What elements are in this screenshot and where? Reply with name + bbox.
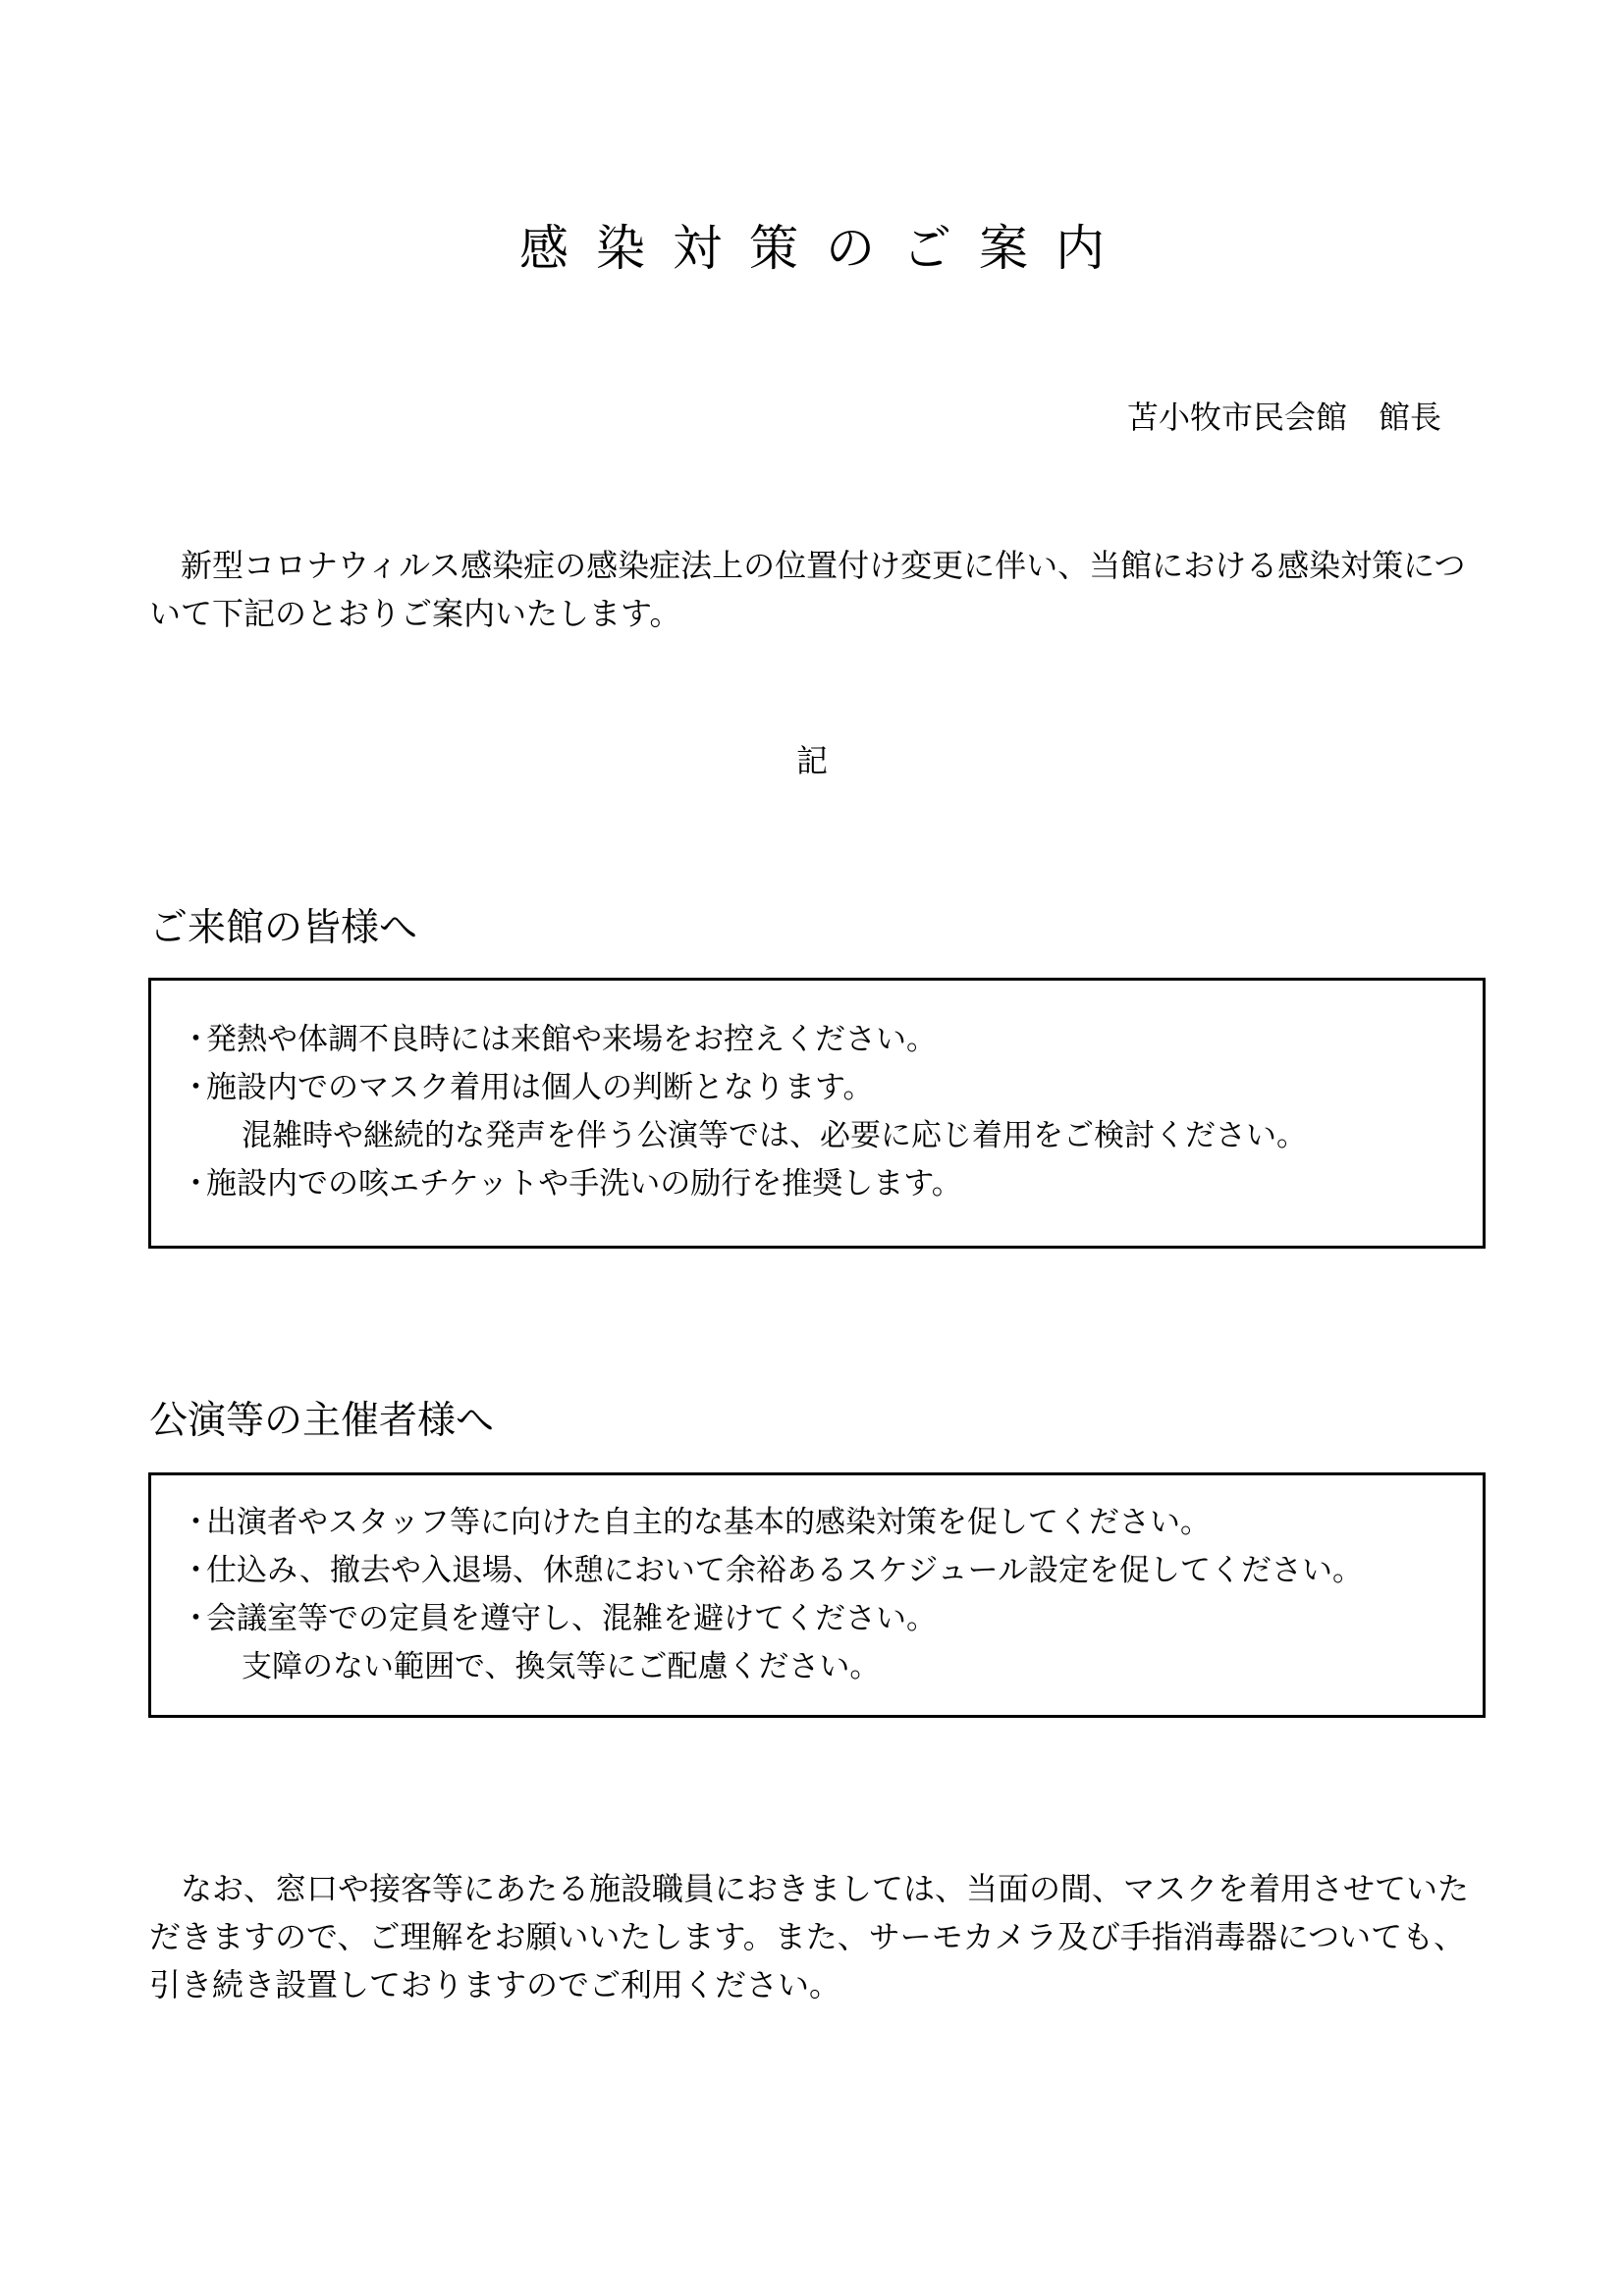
- bullet-dot-icon: ・: [181, 1022, 211, 1057]
- organizers-item-capacity-text: 会議室等での定員を遵守し、混雑を避けてください。: [206, 1601, 937, 1636]
- bullet-dot-icon: ・: [181, 1601, 211, 1636]
- organizers-item-schedule: [181, 1547, 1483, 1595]
- page-title: 感染対策のご案内: [519, 220, 1132, 277]
- organizers-item-staff: [181, 1499, 1483, 1547]
- section-heading-visitors: ご来館の皆様へ: [149, 906, 418, 950]
- bullet-dot-icon: ・: [181, 1553, 211, 1588]
- organizers-item-capacity-continuation: 支障のない範囲で、換気等にご配慮ください。: [242, 1649, 881, 1684]
- visitors-item-fever-text: 発熱や体調不良時には来館や来場をお控えください。: [206, 1022, 937, 1057]
- visitors-item-mask-text: 施設内でのマスク着用は個人の判断となります。: [206, 1070, 874, 1105]
- section-heading-organizers: 公演等の主催者様へ: [149, 1399, 495, 1443]
- visitors-notice-box: [148, 978, 1486, 1249]
- organizers-item-schedule-text: 仕込み、撤去や入退場、休憩において余裕あるスケジュール設定を促してください。: [206, 1553, 1363, 1588]
- visitors-item-etiquette-text: 施設内での咳エチケットや手洗いの励行を推奨します。: [206, 1166, 962, 1201]
- organizers-item-capacity: [181, 1595, 1483, 1643]
- organizers-notice-box: [148, 1472, 1486, 1718]
- visitors-item-mask-continuation: 混雑時や継続的な発声を伴う公演等では、必要に応じ着用をご検討ください。: [242, 1118, 1307, 1153]
- intro-paragraph: 新型コロナウィルス感染症の感染症法上の位置付け変更に伴い、当館における感染対策について下記のとおりご案内いたします。: [149, 547, 1466, 632]
- bullet-dot-icon: ・: [181, 1166, 211, 1201]
- visitors-item-mask: [181, 1064, 1483, 1112]
- closing-paragraph: なお、窓口や接客等にあたる施設職員におきましては、当面の間、マスクを着用させていただきますので、ご理解をお願いいたします。また、サーモカメラ及び手指消毒器についても、引き続き設置しておりますのでご利用ください。: [149, 1870, 1470, 2003]
- ki-marker: 記: [795, 742, 828, 779]
- bullet-dot-icon: ・: [181, 1070, 211, 1105]
- author-signature: 苫小牧市民会館 館長: [1126, 399, 1441, 436]
- visitors-item-fever: [181, 1016, 1483, 1064]
- organizers-item-staff-text: 出演者やスタッフ等に向けた自主的な基本的感染対策を促してください。: [206, 1505, 1211, 1540]
- bullet-dot-icon: ・: [181, 1505, 211, 1540]
- visitors-item-etiquette: [181, 1160, 1483, 1208]
